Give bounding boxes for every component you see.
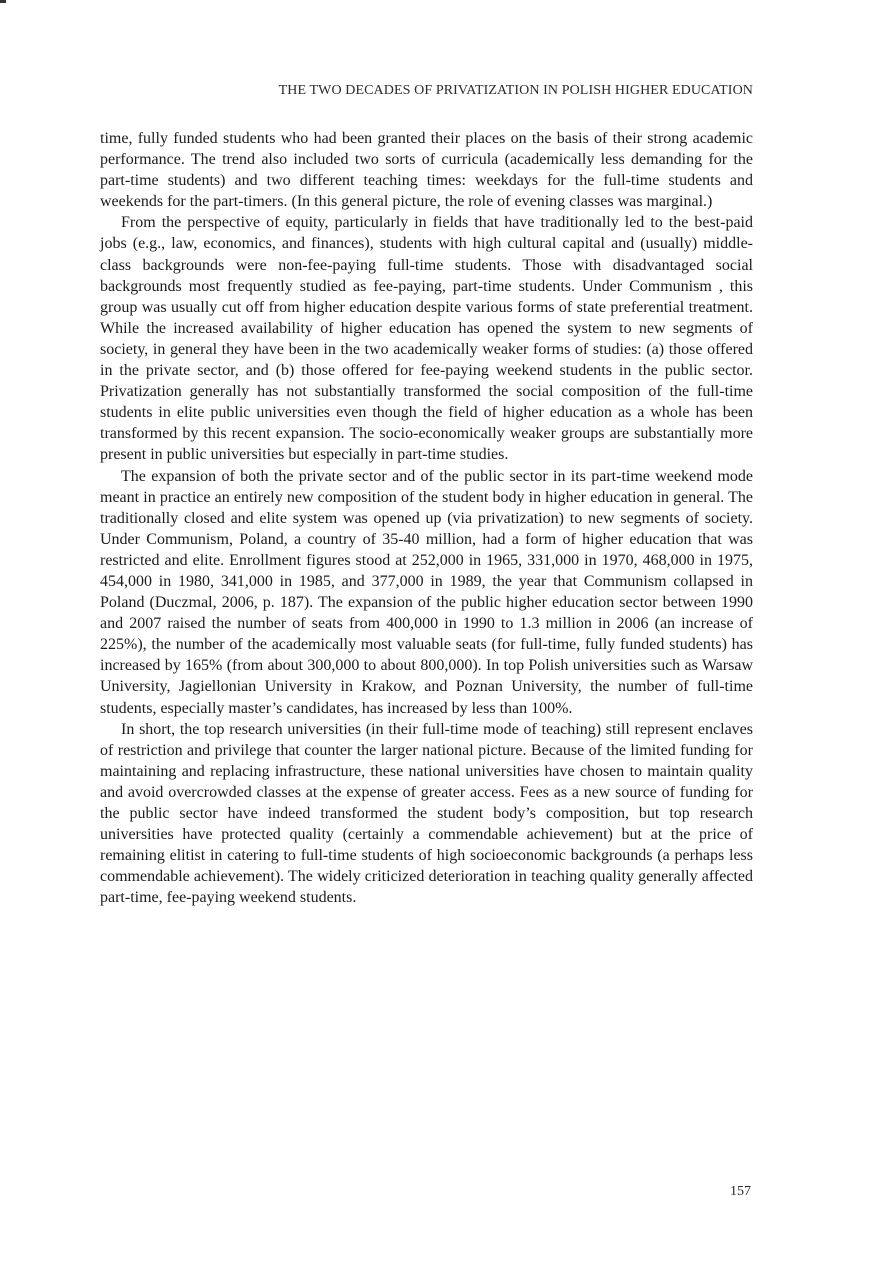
paragraph-4: In short, the top research universities (in their full-time mode of teaching) still represent enclaves of restriction and privilege that counter the larger national picture. Because of the limited funding for maintaining and replacing infrastructure, these national universities have chosen to maintain quality and avoid overcrowded classes at the expense of greater access. Fees as a new source of funding for the public sector have indeed transformed the student body’s composition, but top research universities have protected quality (certainly a commendable achievement) but at the price of remaining elitist in catering to full-time students of high socioeconomic backgrounds (a perhaps less commendable achievement). The widely criticized deterioration in teaching quality generally affected part-time, fee-paying weekend students. (100, 720, 753, 907)
page-number: 157 (730, 1184, 751, 1199)
paragraph-3: The expansion of both the private sector and of the public sector in its part-time weekend mode meant in practice an entirely new composition of the student body in higher education in general. The traditionally closed and elite system was opened up (via privatization) to new segments of society. Under Communism, Poland, a country of 35-40 million, had a form of higher education that was restricted and elite. Enrollment figures stood at 252,000 in 1965, 331,000 in 1970, 468,000 in 1975, 454,000 in 1980, 341,000 in 1985, and 377,000 in 1989, the year that Communism collapsed in Poland (Duczmal, 2006, p. 187). The expansion of the public higher education sector between 1990 and 2007 raised the number of seats from 400,000 in 1990 to 1.3 million in 2006 (an increase of 225%), the number of the academically most valuable seats (for full-time, fully funded students) has increased by 165% (from about 300,000 to about 800,000). In top Polish universities such as Warsaw University, Jagiellonian University in Krakow, and Poznan University, the number of full-time students, especially master’s candidates, has increased by less than 100%. (100, 467, 753, 717)
paragraph-2: From the perspective of equity, particularly in fields that have traditionally led to the best-paid jobs (e.g., law, economics, and finances), students with high cultural capital and (usually) middle-class backgrounds were non-fee-paying full-time students. Those with disadvantaged social backgrounds most frequently studied as fee-paying, part-time students. Under Communism , this group was usually cut off from higher education despite various forms of state preferential treatment. While the increased availability of higher education has opened the system to new segments of society, in general they have been in the two academically weaker forms of studies: (a) those offered in the private sector, and (b) those offered for fee-paying weekend students in the public sector. Privatization generally has not substantially transformed the social composition of the full-time students in elite public universities even though the field of higher education as a whole has been transformed by this recent expansion. The socio-economically weaker groups are substantially more present in public universities but especially in part-time studies. (100, 214, 753, 464)
body-text (100, 128, 753, 908)
running-header: THE TWO DECADES OF PRIVATIZATION IN POLISH HIGHER EDUCATION (278, 83, 753, 98)
paragraph-1: time, fully funded students who had been granted their places on the basis of their strong academic performance. The trend also included two sorts of curricula (academically less demanding for the part-time students) and two different teaching times: weekdays for the full-time students and weekends for the part-timers. (In this general picture, the role of evening classes was marginal.) (100, 130, 753, 211)
scan-corner-mark (0, 0, 6, 3)
